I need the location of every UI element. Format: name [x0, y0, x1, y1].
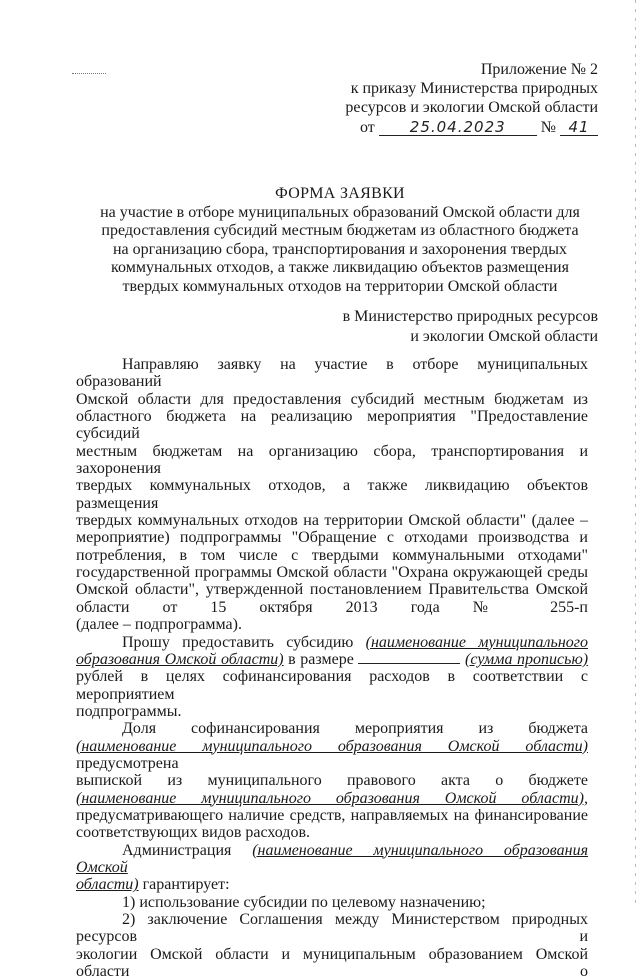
title-line: предоставления субсидий местным бюджетам из областного бюджета	[101, 222, 579, 240]
body-line: рублей в целях софинансирования расходов в соответствии с мероприятием	[76, 668, 588, 703]
form-title-block	[60, 185, 620, 297]
scan-mark	[72, 73, 106, 74]
body-line: мероприятие) подпрограммы "Обращение с отходами производства и	[76, 529, 588, 547]
body-line: Направляю заявку на участие в отборе муниципальных образований	[76, 356, 588, 391]
body-line: соответствующих видов расходов.	[76, 824, 310, 842]
placeholder-municipality: (наименование муниципального образования Омской области)	[76, 737, 588, 755]
placeholder-municipality: области)	[76, 876, 139, 894]
form-heading: ФОРМА ЗАЯВКИ	[275, 185, 405, 202]
title-line: на участие в отборе муниципальных образований Омской области для	[100, 203, 580, 221]
body-line: (далее – подпрограмма).	[76, 616, 242, 634]
order-number: 41	[560, 119, 598, 136]
placeholder-amount: (сумма прописью)	[465, 650, 589, 668]
title-line: на организацию сбора, транспортирования и захоронения твердых	[112, 240, 568, 258]
scan-edge	[635, 0, 636, 905]
body-line: экологии Омской области и муниципальным образованием Омской области о	[76, 945, 588, 980]
document-body	[76, 356, 588, 980]
addressee-block	[298, 307, 598, 347]
appendix-date-row	[298, 118, 598, 137]
placeholder-municipality: образования Омской области)	[76, 650, 284, 668]
amount-blank	[358, 651, 460, 664]
placeholder-municipality: (наименование муниципального образования Омской	[76, 841, 589, 876]
body-line: потребления, в том числе с твердыми коммунальными отходами"	[76, 546, 588, 564]
body-text: Прошу предоставить субсидию	[122, 633, 354, 651]
order-date: 25.04.2023	[379, 119, 537, 136]
appendix-header	[298, 60, 598, 137]
body-line: подпрограммы.	[76, 702, 182, 720]
body-text: в размере	[288, 650, 354, 668]
body-line: государственной программы Омской области "Охрана окружающей среды	[76, 564, 588, 582]
addressee-line: в Министерство природных ресурсов	[342, 308, 598, 325]
body-line	[76, 651, 588, 668]
body-line	[76, 634, 588, 651]
body-line	[76, 790, 588, 807]
appendix-order-ref: к приказу Министерства природных	[350, 80, 598, 97]
body-line: областного бюджета на реализацию мероприятия "Предоставление субсидий	[76, 408, 588, 443]
placeholder-municipality: (наименование муниципального	[365, 633, 588, 651]
addressee-line: и экологии Омской области	[410, 328, 598, 345]
body-line: твердых коммунальных отходов на территории Омской области" (далее –	[76, 512, 588, 530]
body-line: предусматривающего наличие средств, направляемых на финансирование	[76, 806, 588, 824]
appendix-ministry: ресурсов и экологии Омской области	[345, 99, 598, 116]
body-text: предусмотрена	[76, 754, 179, 772]
body-line: 1) использование субсидии по целевому назначению;	[122, 893, 486, 911]
body-line: твердых коммунальных отходов, а также ликвидацию объектов размещения	[76, 477, 588, 512]
placeholder-municipality: (наименование муниципального образования Омской области),	[76, 789, 588, 807]
body-line: Омской области", утвержденной постановлением Правительства Омской	[76, 581, 588, 599]
body-line: выпиской из муниципального правового акта о бюджете	[76, 772, 588, 790]
body-text: Администрация	[122, 841, 232, 859]
body-line	[76, 738, 588, 773]
date-prefix: от	[359, 119, 375, 136]
title-line: коммунальных отходов, а также ликвидацию объектов размещения	[111, 259, 569, 277]
body-line	[76, 876, 588, 893]
body-line: Омской области для предоставления субсидий местным бюджетам из	[76, 390, 588, 408]
body-line: 2) заключение Соглашения между Министерством природных ресурсов и	[76, 911, 588, 946]
body-line: местным бюджетам на организацию сбора, транспортирования и захоронения	[76, 442, 588, 478]
appendix-title: Приложение № 2	[480, 61, 598, 78]
body-line	[76, 842, 588, 877]
body-text: гарантирует:	[142, 876, 230, 894]
body-line: Доля софинансирования мероприятия из бюджета	[122, 720, 588, 738]
number-prefix: №	[540, 119, 556, 136]
body-line: области от 15 октября 2013 года № 255-п	[76, 598, 588, 616]
title-line: твердых коммунальных отходов на территории Омской области	[122, 277, 558, 295]
